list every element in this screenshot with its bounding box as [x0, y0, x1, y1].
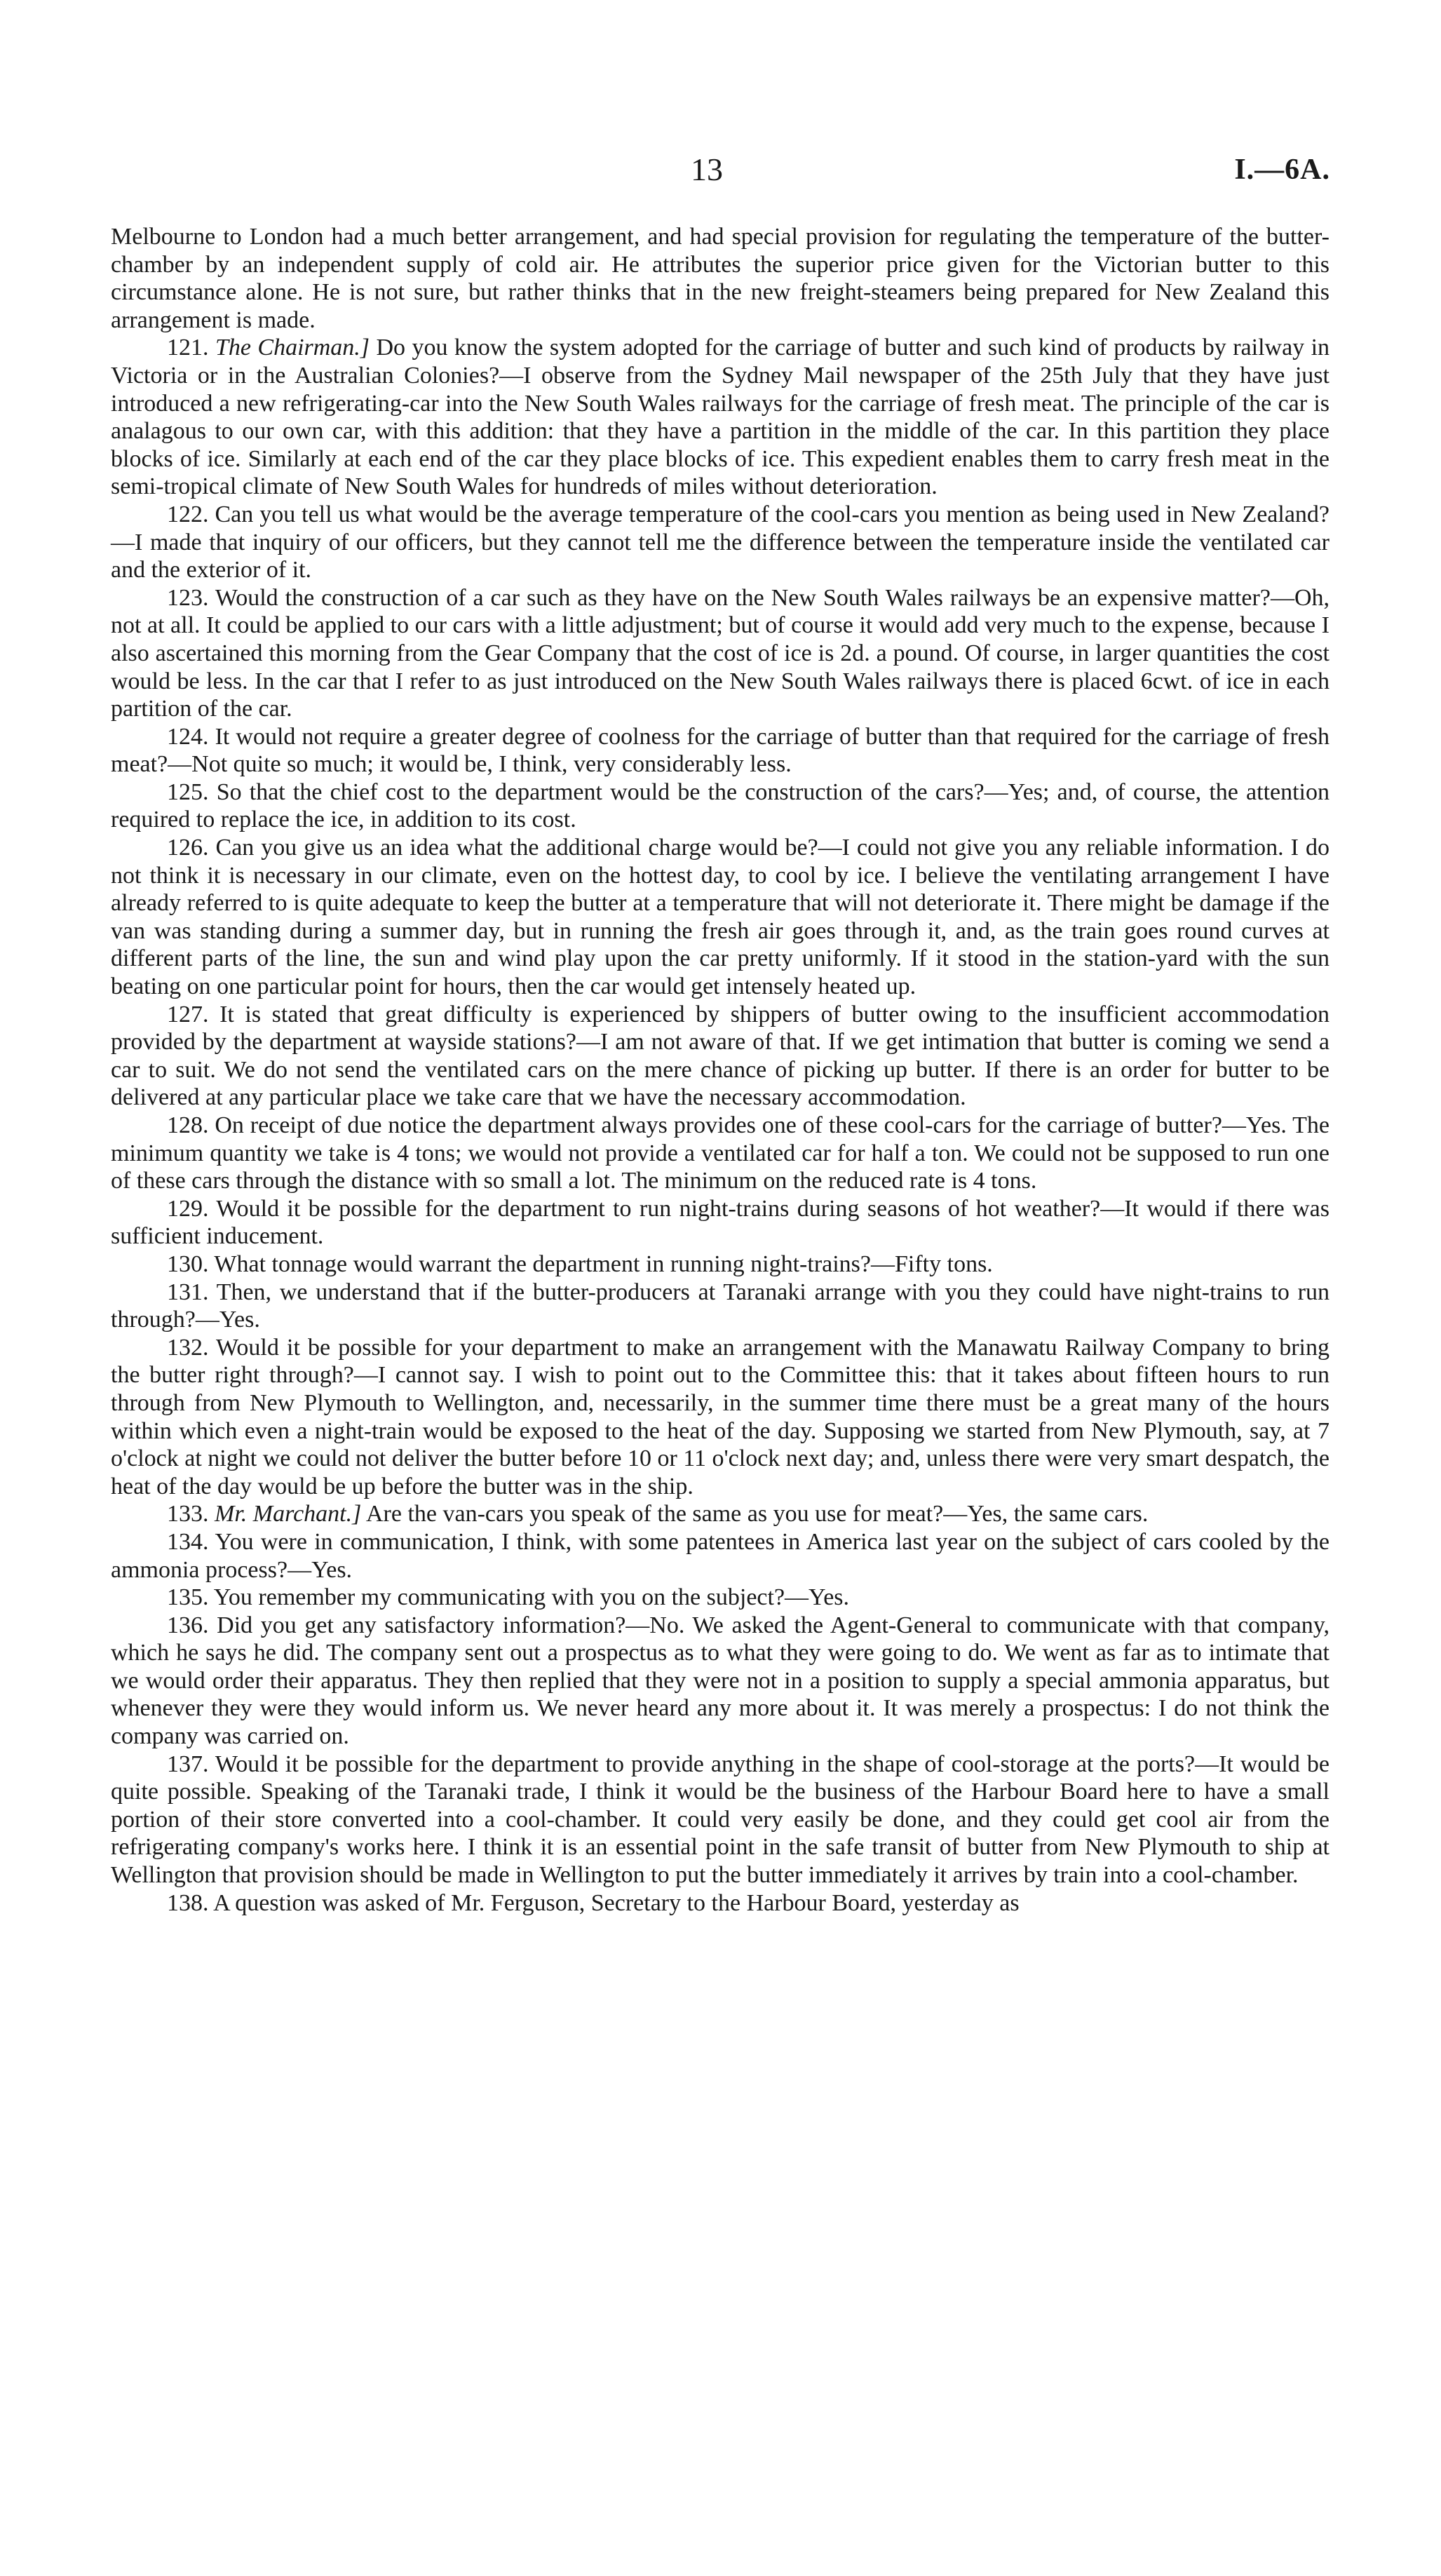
question-126: [111, 834, 1330, 1001]
speaker-label: The Chairman.]: [215, 335, 370, 361]
question-number: 135.: [167, 1584, 209, 1611]
paragraph-text: Melbourne to London had a much better arrangement, and had special provision for regulating the temperature of the butter-chamber by an independent supply of cold air. He attributes the superior price given for the Victorian butter to this circumstance alone. He is not sure, but rather thinks that in the new freight-steamers being prepared for New Zealand this arrangement is made.: [111, 224, 1330, 333]
question-number: 122.: [167, 501, 209, 527]
paragraph-text: Would it be possible for your department to make an arrangement with the Manawatu Railway Company to bring the butter right through?—I cannot say. I wish to point out to the Committee this: that it takes about fifteen hours to run through from New Plymouth to Wellington, and, necessarily, in the summer time there must be a great many of the hours within which even a night-train would be exposed to the heat of the day. Supposing we started from New Plymouth, say, at 7 o'clock at night we could not deliver the butter before 10 or 11 o'clock next day; and, unless there were very smart despatch, the heat of the day would be up before the butter was in the ship.: [111, 1334, 1330, 1499]
question-130: [111, 1250, 1330, 1279]
question-number: 133.: [167, 1501, 209, 1528]
paragraph-text: What tonnage would warrant the department in running night-trains?—Fifty tons.: [214, 1250, 993, 1277]
paragraph-text: You were in communication, I think, with some patentees in America last year on the subject of cars cooled by the ammonia process?—Yes.: [111, 1528, 1330, 1583]
question-134: [111, 1528, 1330, 1584]
question-number: 121.: [167, 335, 209, 361]
question-number: 136.: [167, 1612, 209, 1638]
paragraph-text: Can you give us an idea what the additional charge would be?—I could not give you any reliable information. I do not think it is necessary in our climate, even on the hottest day, to cool by ice. I believe the ventilating arrangement I have already referred to is quite adequate to keep the butter at a temperature that will not deteriorate it. There might be damage if the van was standing during a summer day, but in running the fresh air goes through it, and, as the train goes round curves at different parts of the line, the sun and wind play upon the car pretty uniformly. If it stood in the station-yard with the sun beating on one particular point for hours, then the car would get intensely heated up.: [111, 835, 1330, 1000]
paragraph-text: It is stated that great difficulty is experienced by shippers of butter owing to the insufficient accommodation provided by the department at wayside stations?—I am not aware of that. If we get intimation that butter is coming we send a car to suit. We do not send the ventilated cars on the mere chance of picking up butter. If there is an order for butter to be delivered at any particular place we take care that we have the necessary accommodation.: [111, 1001, 1330, 1111]
paragraph-text: Did you get any satisfactory information?—No. We asked the Agent-General to communicate with that company, which he says he did. The company sent out a prospectus as to what they were going to do. We went as far as to intimate that we would order their apparatus. They then replied that they were not in a position to supply a special ammonia apparatus, but whenever they were they would inform us. We never heard any more about it. It was merely a prospectus: I do not think the company was carried on.: [111, 1612, 1330, 1750]
question-129: [111, 1195, 1330, 1250]
question-133: [111, 1500, 1330, 1528]
question-number: 124.: [167, 723, 209, 750]
question-135: [111, 1584, 1330, 1612]
page-header: [0, 149, 1441, 191]
paragraph-text: Then, we understand that if the butter-producers at Taranaki arrange with you they could have night-trains to run through?—Yes.: [111, 1279, 1330, 1333]
paragraph-text: Would the construction of a car such as they have on the New South Wales railways be an expensive matter?—Oh, not at all. It could be applied to our cars with a little adjustment; but of course it would add very much to the expense, because I also ascertained this morning from the Gear Company that the cost of ice is 2d. a pound. Of course, in larger quantities the cost would be less. In the car that I refer to as just introduced on the New South Wales railways there is placed 6cwt. of ice in each partition of the car.: [111, 584, 1330, 722]
minutes-of-evidence-text: [111, 223, 1330, 1917]
question-122: [111, 501, 1330, 584]
question-127: [111, 1001, 1330, 1112]
question-number: 125.: [167, 778, 209, 805]
paragraph-text: You remember my communicating with you on the subject?—Yes.: [213, 1584, 850, 1611]
paragraph-text: A question was asked of Mr. Ferguson, Secretary to the Harbour Board, yesterday as: [213, 1889, 1020, 1916]
question-number: 126.: [167, 835, 209, 861]
question-number: 138.: [167, 1889, 209, 1916]
speaker-label: Mr. Marchant.]: [215, 1501, 362, 1528]
page-number: 13: [691, 151, 723, 187]
question-number: 137.: [167, 1751, 209, 1777]
question-131: [111, 1279, 1330, 1334]
document-reference: I.—6A.: [1234, 154, 1330, 186]
question-138: [111, 1889, 1330, 1917]
question-number: 131.: [167, 1279, 209, 1305]
question-number: 129.: [167, 1195, 209, 1222]
paragraph-text: Are the van-cars you speak of the same as you use for meat?—Yes, the same cars.: [365, 1501, 1149, 1528]
question-number: 130.: [167, 1250, 209, 1277]
paragraph-text: On receipt of due notice the department always provides one of these cool-cars for the carriage of butter?—Yes. The minimum quantity we take is 4 tons; we would not provide a ventilated car for half a ton. We could not be supposed to run one of these cars through the distance with so small a lot. The minimum on the reduced rate is 4 tons.: [111, 1112, 1330, 1194]
question-121: [111, 334, 1330, 501]
question-number: 123.: [167, 584, 209, 611]
question-number: 132.: [167, 1334, 209, 1361]
question-132: [111, 1334, 1330, 1501]
question-number: 128.: [167, 1112, 209, 1138]
paragraph-continuation: [111, 223, 1330, 334]
paragraph-text: Can you tell us what would be the average temperature of the cool-cars you mention as being used in New Zealand?—I made that inquiry of our officers, but they cannot tell me the difference between the temperature inside the ventilated car and the exterior of it.: [111, 501, 1330, 584]
question-123: [111, 584, 1330, 723]
paragraph-text: Would it be possible for the department to run night-trains during seasons of hot weather?—It would if there was sufficient inducement.: [111, 1195, 1330, 1250]
question-124: [111, 723, 1330, 778]
question-number: 134.: [167, 1528, 209, 1555]
paragraph-text: Do you know the system adopted for the carriage of butter and such kind of products by railway in Victoria or in the Australian Colonies?—I observe from the Sydney Mail newspaper of the 25th July that they have just introduced a new refrigerating-car into the New South Wales railways for the carriage of fresh meat. The principle of the car is analagous to our own car, with this addition: that they have a partition in the middle of the car. In this partition they place blocks of ice. Similarly at each end of the car they place blocks of ice. This expedient enables them to carry fresh meat in the semi-tropical climate of New South Wales for hundreds of miles without deterioration.: [111, 335, 1330, 500]
paragraph-text: So that the chief cost to the department would be the construction of the cars?—Yes; and, of course, the attention required to replace the ice, in addition to its cost.: [111, 778, 1330, 833]
question-128: [111, 1112, 1330, 1195]
question-137: [111, 1751, 1330, 1889]
question-number: 127.: [167, 1001, 209, 1027]
paragraph-text: It would not require a greater degree of coolness for the carriage of butter than that required for the carriage of fresh meat?—Not quite so much; it would be, I think, very considerably less.: [111, 723, 1330, 778]
question-125: [111, 778, 1330, 834]
question-136: [111, 1612, 1330, 1751]
paragraph-text: Would it be possible for the department to provide anything in the shape of cool-storage at the ports?—It would be quite possible. Speaking of the Taranaki trade, I think it would be the business of the Harbour Board here to have a small portion of their store converted into a cool-chamber. It could very easily be done, and they could get cool air from the refrigerating company's works here. I think it is an essential point in the safe transit of butter from New Plymouth to ship at Wellington that provision should be made in Wellington to put the butter immediately it arrives by train into a cool-chamber.: [111, 1751, 1330, 1889]
